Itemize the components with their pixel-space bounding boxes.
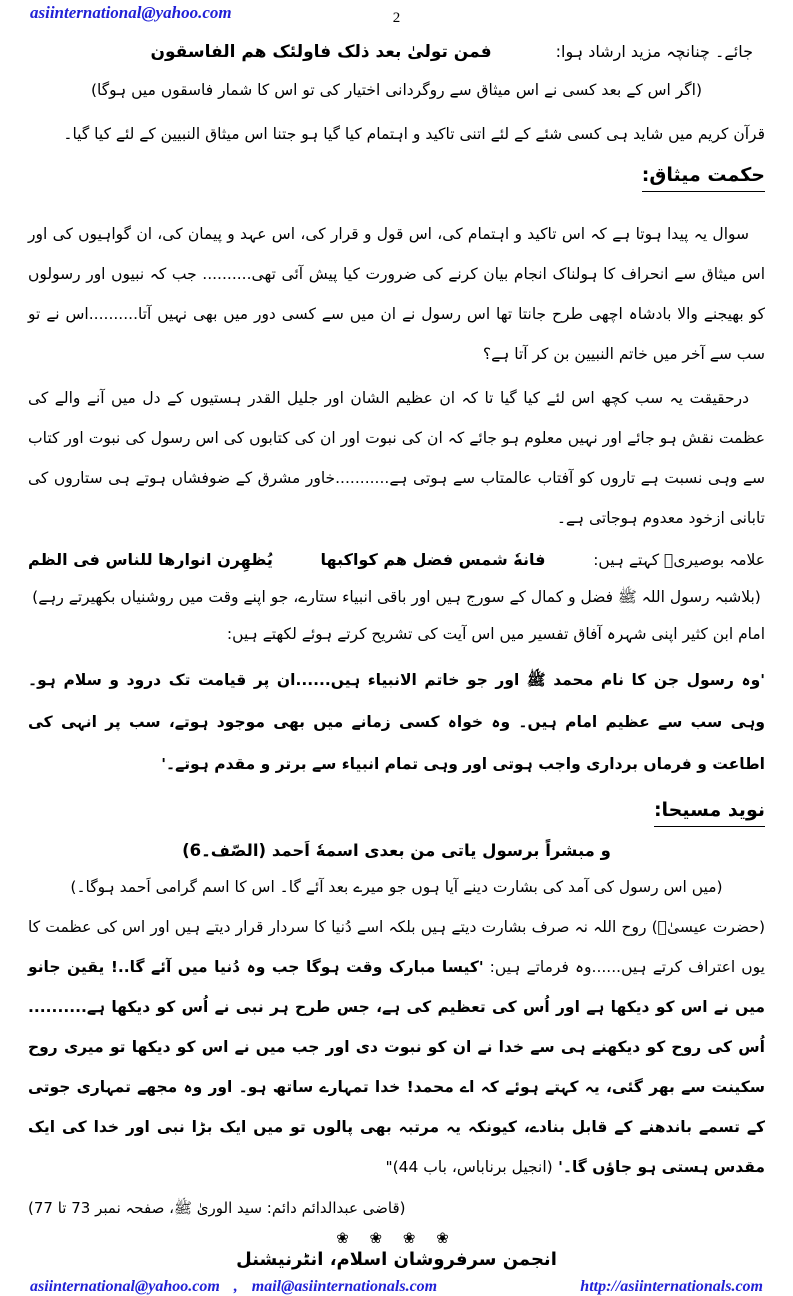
couplet-hemistich-2: یُظهِرن انوارها للناس فی الظم — [28, 550, 273, 569]
paragraph-darhaqeeqat: درحقیقت یہ سب کچھ اس لئے کیا گیا تا کہ ان عظیم الشان اور جلیل القدر ہستیوں کے دل میں آنے والے کی عظمت نقش ہو جائے اور نہیں معلوم ہو جائے کہ ان کی نبوت اور ان کی کتابوں کی اس رسول کی نبوت اور کتاب سے وہی نسبت ہے تاروں کو آفتاب عالمتاب سے ہوتی ہے...........خاور مشرق کے ضوفشاں ہوتے ہی ستاروں کی تابانی ازخود معدوم ہوجاتی ہے۔ — [28, 389, 765, 527]
paragraph-quran-kareem: قرآن کریم میں شاید ہی کسی شئے کے لئے اتنی تاکید و اہتمام کیا گیا ہو جتنا اس میثاق النبیین کے لئے کیا گیا۔ — [63, 125, 765, 143]
footer-email-mail-link[interactable]: mail@asiinternationals.com — [251, 1278, 438, 1295]
footer-email-separator: , — [233, 1278, 238, 1295]
book-citation: (قاضی عبدالدائم دائم: سید الوریٰ ﷺ، صفحہ نمبر 73 تا 77) — [28, 1199, 406, 1217]
quran-verse-saff: و مبشراً برسول یاتی من بعدی اسمهٗ اَحمد (الصّف۔6) — [182, 841, 611, 860]
arabic-quote: فمن تولیٰ بعد ذلک فاولئک هم الفاسقون — [150, 42, 492, 62]
page-header — [0, 0, 793, 34]
paragraph-sawal: سوال یہ پیدا ہوتا ہے کہ اس تاکید و اہتمام کی، اس قول و قرار کی، اس عہد و پیمان کی، ان گواہیوں کی اور اس میثاق سے انحراف کا ہولناک انجام بیان کرنے کی ضرورت کیا پیش آئی تھی.......... جب کہ نبیوں اور رسولوں کو بھیجنے والا بادشاہ اچھی طرح جانتا تھا اس رسول نے ان میں سے کسی دور میں بھی نہیں آتا..........اس نے تو سب سے آخر میں خاتم النبیین بن کر آتا ہے؟ — [28, 225, 765, 363]
document-body — [0, 42, 793, 1221]
header-email-link[interactable]: asiinternational@yahoo.com — [30, 3, 232, 22]
page-footer — [0, 1278, 793, 1296]
section-heading-naveed-maseeha: نوید مسیحا: — [28, 799, 765, 833]
quote-translation: (اگر اس کے بعد کسی نے اس میثاق سے روگردانی اختیار کی تو اس کا شمار فاسقوں میں ہوگا) — [90, 81, 703, 99]
section-heading-hikmat-misaq: حکمت میثاق: — [28, 164, 765, 198]
isa-quote-text: 'کیسا مبارک وقت ہوگا جب وہ دُنیا میں آئے گا..! یقین جانو میں نے اس کو دیکھا ہے اور اُس کی تعظیم کی ہے، جس طرح ہر نبی نے اُس کو دیکھا ہے.......... اُس کی روح کو دیکھنے ہی سے خدا نے ان کو نبوت دی اور جب میں نے اس کو دیکھا تو میری روح سکینت سے بھر گئی، یہ کہتے ہوئے کہ اے محمد! خدا تمہارے ساتھ ہو۔ اور وہ مجھے تمہاری جوتی کے تسمے باندھنے کے قابل بنادے، کیونکہ یہ مرتبہ بھی پالوں تو میں ایک بڑا نبی اور خدا کی ایک مقدس ہستی ہو جاؤں گا۔' — [28, 958, 765, 1176]
flower-ornament-divider: ❀ ❀ ❀ ❀ — [336, 1229, 457, 1247]
ibn-kathir-intro: امام ابن کثیر اپنی شہرہ آفاق تفسیر میں اس آیت کی تشریح کرتے ہوئے لکھتے ہیں: — [226, 625, 765, 643]
couplet-intro: علامہ بوصیریؒ کہتے ہیں: — [593, 551, 765, 569]
footer-website-link[interactable]: http://asiinternationals.com — [580, 1278, 763, 1295]
arabic-quote-line — [28, 42, 765, 62]
footer-email-yahoo-link[interactable]: asiinternational@yahoo.com — [30, 1278, 220, 1295]
couplet-hemistich-1: فانهٗ شمس فضل هم کواکبها — [320, 550, 546, 569]
busiri-couplet-line — [28, 550, 765, 569]
organization-name: انجمن سرفروشان اسلام، انٹرنیشنل — [236, 1249, 557, 1270]
paragraph-isa-bisharat — [28, 907, 765, 1187]
page-number: 2 — [392, 10, 401, 26]
urdu-lead-in: جائے۔ چنانچہ مزید ارشاد ہوا: — [555, 42, 753, 61]
isa-intro-text: (حضرت عیسیٰؑ) روح اللہ نہ صرف بشارت دیتے ہیں بلکہ اسے دُنیا کا سردار قرار دیتے ہیں اور اس کی عظمت کا یوں اعتراف کرتے ہیں......وہ فرماتے ہیں: — [28, 918, 765, 976]
verse-translation: (میں اس رسول کی آمد کی بشارت دینے آیا ہوں جو میرے بعد آئے گا۔ اس کا اسم گرامی اَحمد ہوگا۔) — [70, 878, 723, 896]
isa-reference: (انجیل برناباس، باب 44)" — [385, 1158, 553, 1176]
ibn-kathir-quote: 'وہ رسول جن کا نام محمد ﷺ اور جو خاتم الانبیاء ہیں......ان پر قیامت تک درود و سلام ہو۔ وہی سب سے عظیم امام ہیں۔ وہ خواہ کسی زمانے میں بھی موجود ہوتے، سب پر انہی کی اطاعت و فرماں برداری واجب ہوتی اور وہی تمام انبیاء سے برتر و مقدم ہوتے۔' — [28, 671, 765, 773]
couplet-translation: (بلاشبہ رسول اللہ ﷺ فضل و کمال کے سورج ہیں اور باقی انبیاء ستارے، جو اپنے وقت میں روشنیاں بکھیرتے رہے) — [32, 588, 761, 606]
